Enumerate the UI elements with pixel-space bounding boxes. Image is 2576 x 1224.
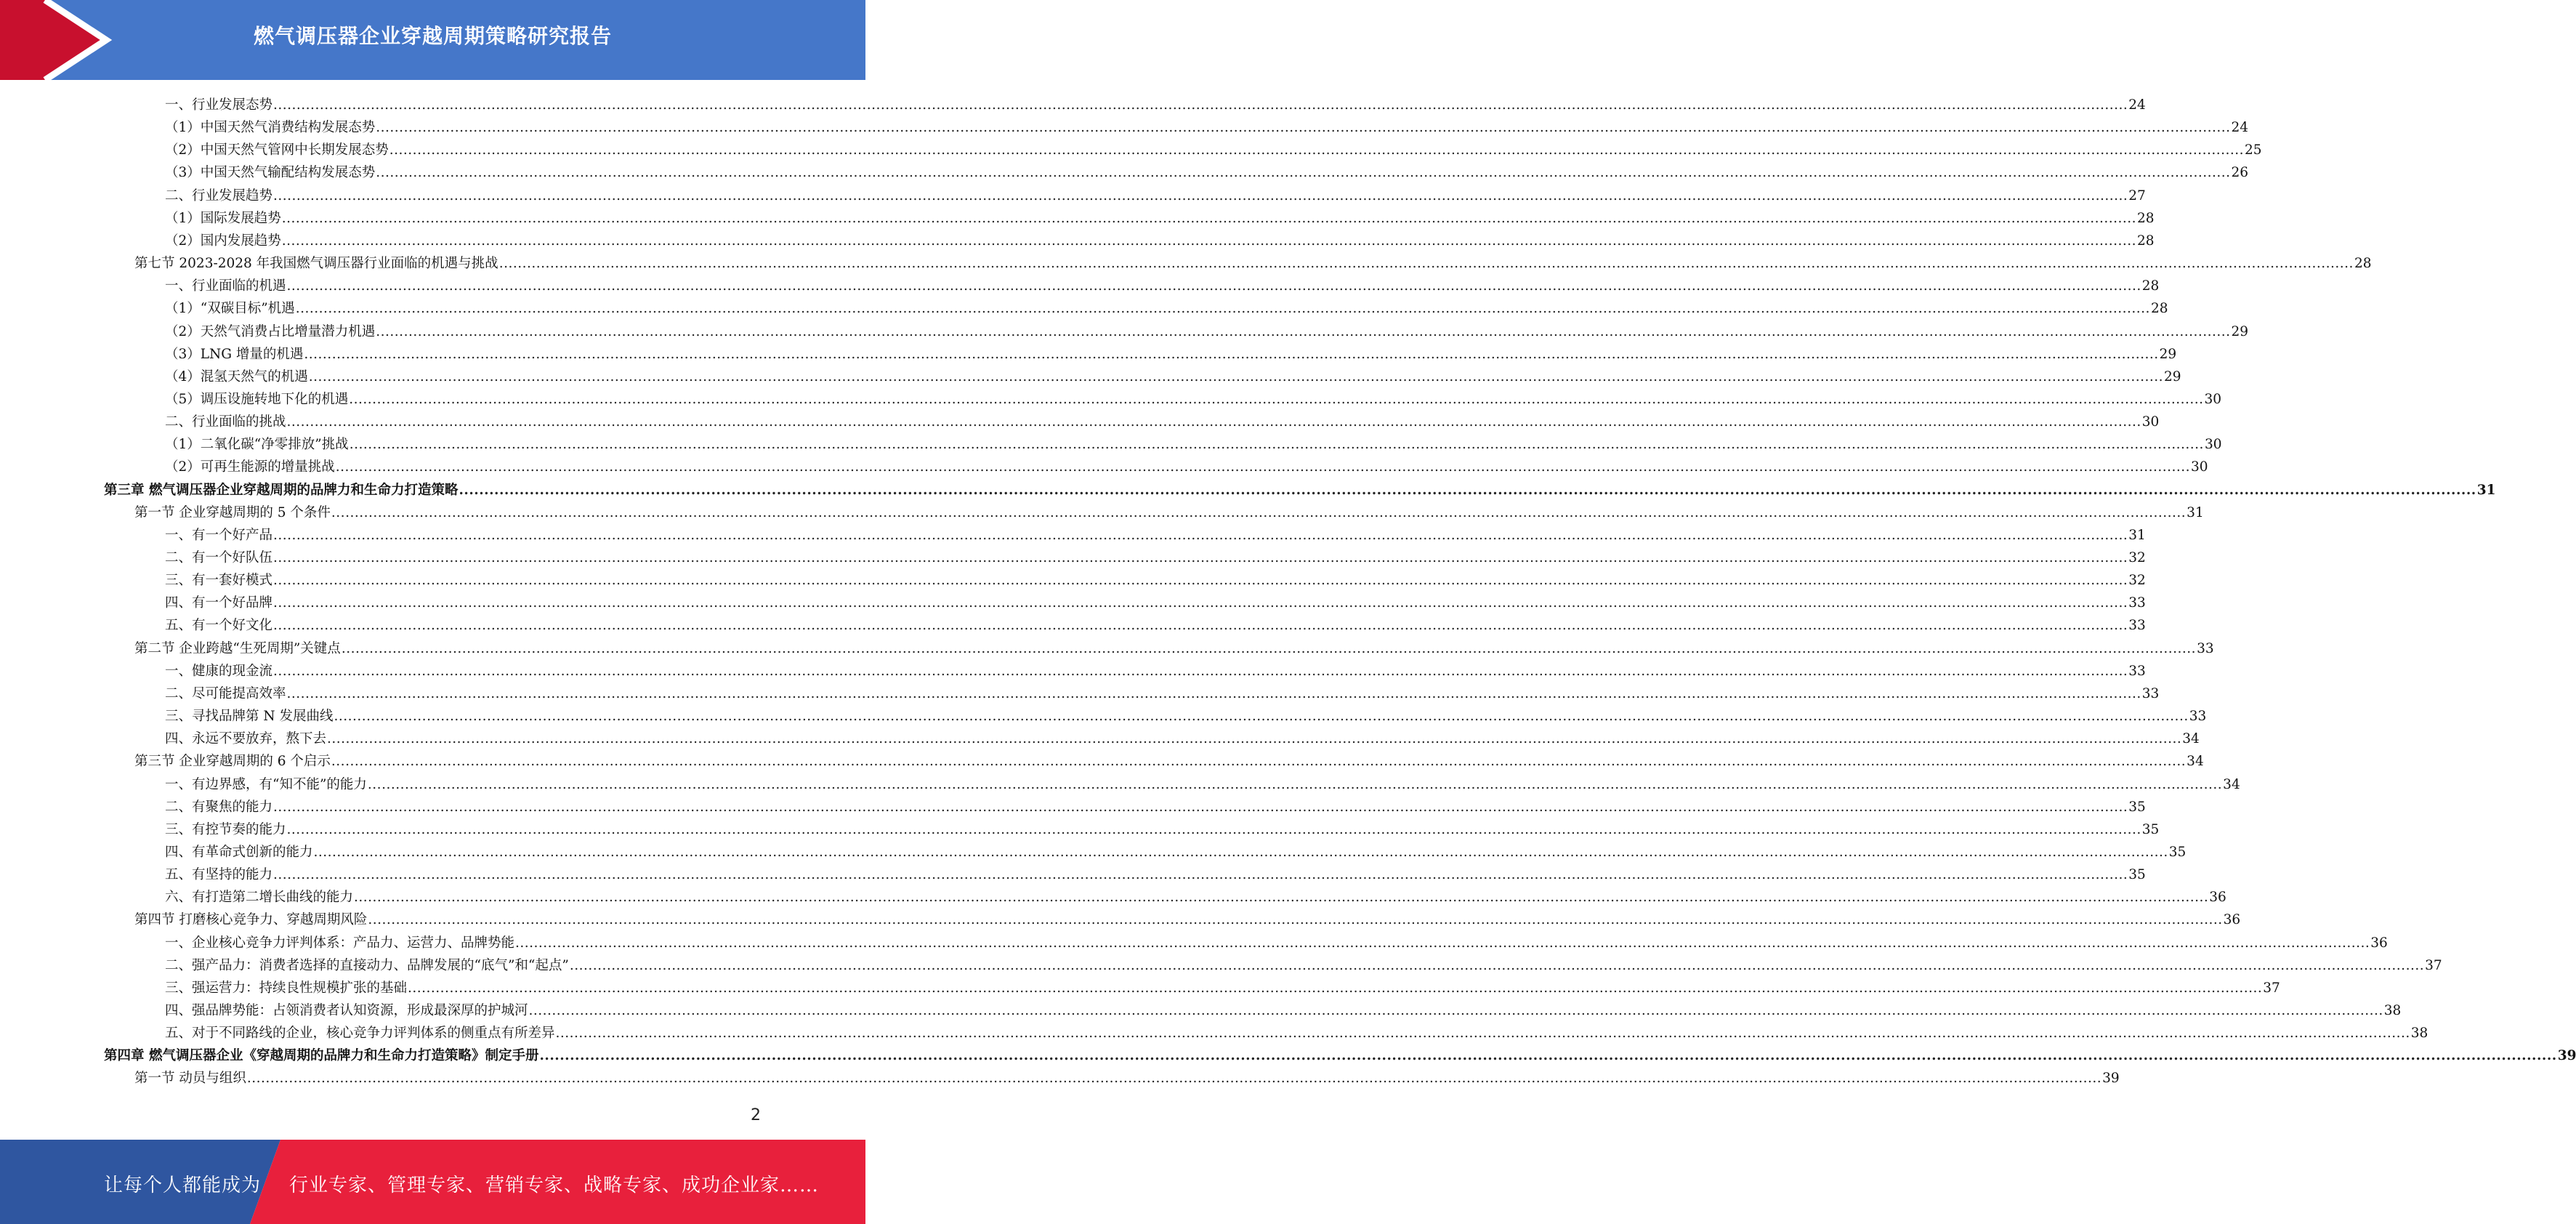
toc-entry-title: （1）国际发展趋势 — [165, 210, 281, 226]
toc-dot-leader: ................................................................................................................................................................................................................................................................................................................................................................................................................ — [515, 935, 2370, 951]
toc-dot-leader: ................................................................................................................................................................................................................................................................................................................................................................................................................ — [273, 867, 2128, 883]
toc-entry-page: 39 — [2557, 1048, 2576, 1064]
toc-dot-leader: ................................................................................................................................................................................................................................................................................................................................................................................................................ — [354, 890, 2209, 906]
toc-entry-title: （2）中国天然气管网中长期发展态势 — [165, 142, 389, 158]
toc-dot-leader: ................................................................................................................................................................................................................................................................................................................................................................................................................ — [273, 188, 2128, 204]
toc-entry-page: 36 — [2370, 935, 2388, 951]
toc-entry-title: 五、有一个好文化 — [165, 618, 273, 634]
toc-dot-leader: ................................................................................................................................................................................................................................................................................................................................................................................................................ — [286, 685, 2141, 701]
report-title: 燃气调压器企业穿越周期策略研究报告 — [253, 24, 612, 48]
toc-dot-leader: ................................................................................................................................................................................................................................................................................................................................................................................................................ — [367, 776, 2223, 792]
toc-entry[interactable] — [165, 794, 2146, 816]
toc-entry[interactable] — [165, 363, 2181, 386]
toc-dot-leader: ................................................................................................................................................................................................................................................................................................................................................................................................................ — [376, 120, 2231, 136]
toc-entry-title: 一、行业发展态势 — [165, 97, 273, 113]
toc-entry[interactable] — [165, 228, 2155, 250]
toc-entry[interactable] — [165, 612, 2146, 635]
toc-entry-page: 28 — [2150, 301, 2168, 317]
toc-entry-title: （2）可再生能源的增量挑战 — [165, 459, 335, 475]
toc-dot-leader: ................................................................................................................................................................................................................................................................................................................................................................................................................ — [331, 754, 2187, 770]
toc-entry[interactable] — [165, 295, 2168, 318]
toc-entry[interactable] — [165, 318, 2249, 341]
toc-entry[interactable] — [165, 680, 2160, 703]
toc-dot-leader: ................................................................................................................................................................................................................................................................................................................................................................................................................ — [327, 731, 2182, 747]
toc-entry-page: 27 — [2128, 188, 2146, 204]
toc-dot-leader: ................................................................................................................................................................................................................................................................................................................................................................................................................ — [334, 709, 2189, 725]
toc-dot-leader: ................................................................................................................................................................................................................................................................................................................................................................................................................ — [349, 437, 2204, 453]
toc-entry[interactable] — [104, 1042, 2576, 1065]
toc-entry[interactable] — [165, 137, 2262, 159]
toc-entry[interactable] — [165, 567, 2146, 589]
page-number: 2 — [751, 1106, 761, 1124]
toc-entry-page: 29 — [2159, 346, 2177, 362]
toc-entry-title: 二、有聚焦的能力 — [165, 799, 273, 815]
toc-entry-page: 28 — [2141, 278, 2160, 294]
toc-entry[interactable] — [165, 408, 2160, 431]
toc-entry-page: 33 — [2197, 640, 2214, 656]
toc-entry-title: 第二节 企业跨越“生死周期”关键点 — [134, 640, 341, 656]
toc-entry-page: 34 — [2223, 776, 2240, 792]
toc-entry[interactable] — [165, 975, 2280, 997]
toc-entry-title: （4）混氢天然气的机遇 — [165, 369, 308, 384]
toc-entry-page: 28 — [2137, 233, 2155, 249]
toc-entry-title: （1）中国天然气消费结构发展态势 — [165, 120, 376, 136]
toc-entry-title: 第三章 燃气调压器企业穿越周期的品牌力和生命力打造策略 — [104, 482, 459, 498]
toc-dot-leader: ................................................................................................................................................................................................................................................................................................................................................................................................................ — [273, 663, 2128, 679]
toc-entry[interactable] — [165, 703, 2207, 725]
toc-entry[interactable] — [165, 454, 2208, 476]
toc-entry-page: 24 — [2128, 97, 2146, 113]
toc-entry-title: （1）二氧化碳“净零排放”挑战 — [165, 437, 349, 453]
toc-entry-title: 第四节 打磨核心竞争力、穿越周期风险 — [134, 912, 368, 928]
toc-dot-leader: ................................................................................................................................................................................................................................................................................................................................................................................................................ — [539, 1048, 2557, 1064]
toc-entry-title: 第一节 动员与组织 — [134, 1071, 246, 1087]
toc-entry[interactable] — [165, 544, 2146, 567]
toc-entry[interactable] — [165, 182, 2146, 205]
toc-entry[interactable] — [134, 635, 2214, 658]
toc-entry[interactable] — [165, 930, 2388, 952]
toc-entry-page: 31 — [2128, 527, 2146, 543]
toc-entry-title: 一、健康的现金流 — [165, 663, 273, 679]
toc-entry-page: 31 — [2187, 504, 2204, 520]
toc-entry-page: 30 — [2204, 437, 2222, 453]
toc-entry-title: （2）国内发展趋势 — [165, 233, 281, 249]
toc-dot-leader: ................................................................................................................................................................................................................................................................................................................................................................................................................ — [555, 1026, 2410, 1042]
toc-entry[interactable] — [165, 1020, 2428, 1042]
toc-entry-page: 36 — [2223, 912, 2241, 928]
toc-dot-leader: ................................................................................................................................................................................................................................................................................................................................................................................................................ — [368, 912, 2223, 928]
toc-entry-title: 二、强产品力：消费者选择的直接动力、品牌发展的“底气”和“起点” — [165, 957, 569, 973]
toc-entry-page: 35 — [2128, 799, 2146, 815]
toc-entry-page: 33 — [2128, 663, 2146, 679]
toc-entry-title: （3）中国天然气输配结构发展态势 — [165, 165, 376, 181]
toc-entry[interactable] — [165, 884, 2226, 906]
toc-dot-leader: ................................................................................................................................................................................................................................................................................................................................................................................................................ — [528, 1003, 2383, 1018]
toc-entry-page: 33 — [2141, 685, 2160, 701]
toc-dot-leader: ................................................................................................................................................................................................................................................................................................................................................................................................................ — [389, 142, 2245, 158]
toc-entry[interactable] — [134, 499, 2204, 522]
toc-entry-page: 35 — [2168, 844, 2187, 860]
toc-entry[interactable] — [165, 386, 2222, 408]
toc-dot-leader: ................................................................................................................................................................................................................................................................................................................................................................................................................ — [335, 459, 2191, 475]
toc-entry-page: 28 — [2354, 256, 2372, 272]
toc-dot-leader: ................................................................................................................................................................................................................................................................................................................................................................................................................ — [331, 504, 2187, 520]
toc-dot-leader: ................................................................................................................................................................................................................................................................................................................................................................................................................ — [286, 414, 2141, 430]
toc-dot-leader: ................................................................................................................................................................................................................................................................................................................................................................................................................ — [313, 844, 2168, 860]
toc-entry-title: 第一节 企业穿越周期的 5 个条件 — [134, 504, 331, 520]
toc-entry-page: 38 — [2383, 1003, 2402, 1018]
toc-dot-leader: ................................................................................................................................................................................................................................................................................................................................................................................................................ — [286, 278, 2141, 294]
toc-entry[interactable] — [165, 273, 2160, 295]
toc-dot-leader: ................................................................................................................................................................................................................................................................................................................................................................................................................ — [273, 799, 2128, 815]
toc-entry-title: 三、强运营力：持续良性规模扩张的基础 — [165, 980, 408, 996]
toc-entry-title: 五、有坚持的能力 — [165, 867, 273, 883]
toc-entry-page: 33 — [2189, 709, 2207, 725]
toc-entry-page: 32 — [2128, 573, 2146, 589]
toc-entry[interactable] — [165, 952, 2442, 975]
toc-entry-page: 35 — [2141, 821, 2160, 837]
toc-entry-page: 29 — [2231, 323, 2249, 339]
toc-entry[interactable] — [134, 906, 2241, 929]
toc-entry-title: 二、有一个好队伍 — [165, 550, 273, 565]
toc-entry-title: （3）LNG 增量的机遇 — [165, 346, 304, 362]
toc-entry-page: 33 — [2128, 595, 2146, 611]
toc-dot-leader: ................................................................................................................................................................................................................................................................................................................................................................................................................ — [273, 550, 2128, 565]
page-footer — [0, 1140, 865, 1224]
toc-entry-title: 四、永远不要放弃，熬下去 — [165, 731, 327, 747]
toc-entry-page: 25 — [2245, 142, 2262, 158]
toc-entry[interactable] — [165, 522, 2146, 544]
toc-entry-page: 31 — [2476, 482, 2496, 498]
toc-entry-page: 30 — [2141, 414, 2160, 430]
toc-entry-title: 第七节 2023-2028 年我国燃气调压器行业面临的机遇与挑战 — [134, 256, 498, 272]
toc-dot-leader: ................................................................................................................................................................................................................................................................................................................................................................................................................ — [459, 482, 2476, 498]
toc-entry-page: 34 — [2187, 754, 2204, 770]
toc-dot-leader: ................................................................................................................................................................................................................................................................................................................................................................................................................ — [341, 640, 2197, 656]
toc-entry-page: 32 — [2128, 550, 2146, 565]
toc-entry-title: 一、行业面临的机遇 — [165, 278, 286, 294]
toc-entry[interactable] — [165, 725, 2200, 748]
toc-dot-leader: ................................................................................................................................................................................................................................................................................................................................................................................................................ — [286, 821, 2141, 837]
toc-entry-title: 二、行业发展趋势 — [165, 188, 273, 204]
toc-entry-page: 39 — [2102, 1071, 2120, 1087]
toc-entry-page: 37 — [2425, 957, 2442, 973]
toc-entry-title: 一、有一个好产品 — [165, 527, 273, 543]
toc-entry[interactable] — [165, 839, 2187, 861]
toc-entry[interactable] — [165, 861, 2146, 884]
toc-entry-page: 38 — [2410, 1026, 2428, 1042]
toc-entry[interactable] — [165, 114, 2249, 137]
toc-entry-page: 30 — [2191, 459, 2208, 475]
toc-dot-leader: ................................................................................................................................................................................................................................................................................................................................................................................................................ — [246, 1071, 2102, 1087]
toc-dot-leader: ................................................................................................................................................................................................................................................................................................................................................................................................................ — [273, 573, 2128, 589]
toc-dot-leader: ................................................................................................................................................................................................................................................................................................................................................................................................................ — [281, 210, 2137, 226]
toc-entry-title: 三、有一套好模式 — [165, 573, 273, 589]
toc-entry-page: 36 — [2209, 890, 2226, 906]
toc-dot-leader: ................................................................................................................................................................................................................................................................................................................................................................................................................ — [569, 957, 2425, 973]
toc-entry[interactable] — [165, 159, 2249, 182]
toc-entry[interactable] — [165, 92, 2146, 114]
toc-entry[interactable] — [165, 771, 2240, 794]
toc-entry-title: （5）调压设施转地下化的机遇 — [165, 391, 349, 407]
toc-entry[interactable] — [165, 205, 2155, 228]
toc-entry-title: 三、寻找品牌第 N 发展曲线 — [165, 709, 334, 725]
toc-entry[interactable] — [165, 589, 2146, 612]
toc-entry-title: （2）天然气消费占比增量潜力机遇 — [165, 323, 376, 339]
toc-dot-leader: ................................................................................................................................................................................................................................................................................................................................................................................................................ — [273, 618, 2128, 634]
toc-entry[interactable] — [165, 341, 2177, 363]
footer-slogan-left: 让每个人都能成为 — [104, 1175, 262, 1196]
toc-entry[interactable] — [104, 477, 2496, 499]
toc-entry-title: 一、有边界感，有“知不能”的能力 — [165, 776, 367, 792]
toc-entry[interactable] — [165, 658, 2146, 680]
toc-dot-leader: ................................................................................................................................................................................................................................................................................................................................................................................................................ — [376, 165, 2231, 181]
toc-entry-page: 28 — [2137, 210, 2155, 226]
toc-entry-page: 29 — [2164, 369, 2181, 384]
toc-dot-leader: ................................................................................................................................................................................................................................................................................................................................................................................................................ — [281, 233, 2137, 249]
toc-entry[interactable] — [165, 816, 2160, 839]
page-header — [0, 0, 865, 80]
toc-entry-page: 35 — [2128, 867, 2146, 883]
toc-entry-title: 四、有一个好品牌 — [165, 595, 273, 611]
toc-entry-title: 一、企业核心竞争力评判体系：产品力、运营力、品牌势能 — [165, 935, 515, 951]
toc-entry-page: 37 — [2263, 980, 2280, 996]
toc-entry[interactable] — [134, 1065, 2120, 1087]
toc-entry-page: 24 — [2231, 120, 2249, 136]
toc-entry-page: 26 — [2231, 165, 2249, 181]
toc-entry-title: 第三节 企业穿越周期的 6 个启示 — [134, 754, 331, 770]
toc-dot-leader: ................................................................................................................................................................................................................................................................................................................................................................................................................ — [308, 369, 2164, 384]
toc-entry-title: 二、尽可能提高效率 — [165, 685, 286, 701]
toc-entry-title: 四、强品牌势能：占领消费者认知资源，形成最深厚的护城河 — [165, 1003, 528, 1018]
toc-entry-title: 二、行业面临的挑战 — [165, 414, 286, 430]
toc-dot-leader: ................................................................................................................................................................................................................................................................................................................................................................................................................ — [273, 595, 2128, 611]
toc-entry-title: 第四章 燃气调压器企业《穿越周期的品牌力和生命力打造策略》制定手册 — [104, 1048, 539, 1064]
toc-entry[interactable] — [134, 250, 2372, 273]
toc-entry-title: 三、有控节奏的能力 — [165, 821, 286, 837]
toc-dot-leader: ................................................................................................................................................................................................................................................................................................................................................................................................................ — [304, 346, 2159, 362]
toc-entry-title: 五、对于不同路线的企业，核心竞争力评判体系的侧重点有所差异 — [165, 1026, 555, 1042]
toc-entry-title: 四、有革命式创新的能力 — [165, 844, 313, 860]
toc-entry[interactable] — [165, 431, 2222, 454]
toc-entry-title: （1）“双碳目标”机遇 — [165, 301, 295, 317]
toc-dot-leader: ................................................................................................................................................................................................................................................................................................................................................................................................................ — [376, 323, 2231, 339]
toc-entry-page: 30 — [2204, 391, 2222, 407]
toc-dot-leader: ................................................................................................................................................................................................................................................................................................................................................................................................................ — [273, 527, 2128, 543]
footer-slogan-right: 行业专家、管理专家、营销专家、战略专家、成功企业家…… — [289, 1175, 820, 1196]
toc-dot-leader: ................................................................................................................................................................................................................................................................................................................................................................................................................ — [349, 391, 2204, 407]
toc-entry[interactable] — [165, 997, 2402, 1020]
toc-entry-page: 34 — [2182, 731, 2200, 747]
toc-dot-leader: ................................................................................................................................................................................................................................................................................................................................................................................................................ — [273, 97, 2128, 113]
toc-dot-leader: ................................................................................................................................................................................................................................................................................................................................................................................................................ — [498, 256, 2354, 272]
toc-dot-leader: ................................................................................................................................................................................................................................................................................................................................................................................................................ — [295, 301, 2150, 317]
toc-entry[interactable] — [134, 748, 2204, 770]
toc-dot-leader: ................................................................................................................................................................................................................................................................................................................................................................................................................ — [408, 980, 2263, 996]
toc-entry-page: 33 — [2128, 618, 2146, 634]
toc-entry-title: 六、有打造第二增长曲线的能力 — [165, 890, 354, 906]
